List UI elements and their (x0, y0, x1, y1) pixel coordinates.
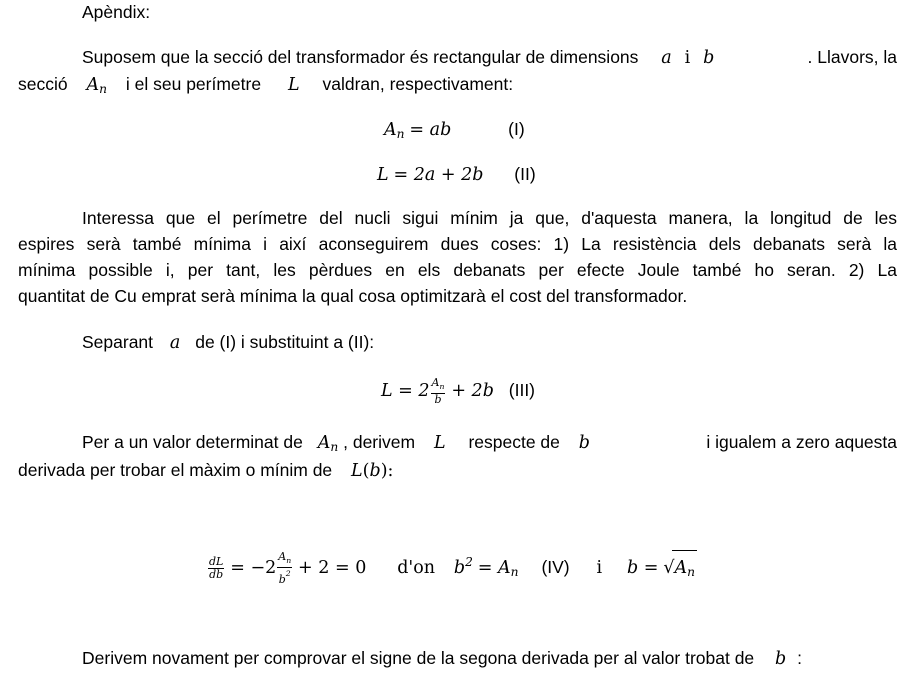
p1-text3: secció (18, 74, 68, 94)
var-Lb: L(b): (351, 461, 394, 481)
eq2-tag: (II) (514, 164, 536, 184)
conj-i: i (684, 48, 691, 68)
var-An: $A_n$ (86, 75, 108, 96)
p2-line3: mínima possible i, per tant, les pèrdues en els debanats per efecte Joule també ho seran. 2) La (18, 260, 897, 280)
appendix-heading: Apèndix: (82, 2, 151, 22)
p3-text2: de (I) i substituint a (II): (195, 332, 375, 352)
p2-line2: espires serà també mínima i així aconseguirem dues coses: 1) La resistència dels debanats serà la (18, 234, 897, 254)
eq3-fraction: $\frac{A_n}{b}$ (431, 375, 445, 406)
p1-line2 (18, 73, 513, 100)
eq3-lhs: L = 2 (381, 381, 430, 401)
p4-line1 (82, 431, 897, 458)
var-b-2: b (578, 433, 590, 453)
var-L-2: L (433, 433, 446, 453)
var-a: a (661, 48, 672, 68)
p2-line4: quantitat de Cu emprat serà mínima la qual cosa optimitzarà el cost del transformador. (18, 286, 688, 306)
eq3-tag: (III) (508, 380, 536, 400)
eq4-sqrt: $A_n$ (672, 550, 697, 589)
eq1-lhs: $A_n$ (384, 120, 405, 141)
eq1-rhs: = ab (409, 120, 452, 140)
sqrt-icon: √ (663, 558, 675, 578)
eq4-mid1: = −2 (230, 558, 277, 578)
eq4-eqA: = $A_n$ (477, 558, 519, 579)
p4-text4: i igualem a zero aquesta (706, 432, 897, 452)
eq2-lhs: L (377, 165, 389, 185)
p5-line (82, 647, 802, 670)
p4-text2: , derivem (343, 432, 416, 452)
p2-line1: Interessa que el perímetre del nucli sigui mínim ja que, d'aquesta manera, la longitud de les (82, 208, 897, 228)
var-L: L (287, 75, 300, 95)
p5-text1: Derivem novament per comprovar el signe de la segona derivada per al valor trobat de (82, 648, 755, 668)
eq1-tag: (I) (508, 119, 525, 139)
eq4-don: d'on (397, 558, 436, 578)
var-An-2: $A_n$ (317, 433, 339, 454)
p4-line2 (18, 459, 393, 482)
eq4-b2: $b^2$ (453, 555, 473, 578)
var-b: b (703, 48, 715, 68)
p3-line (82, 331, 374, 354)
var-b-3: b (775, 649, 787, 669)
eq4-fraction: $\frac{A_n}{b^2}$ (278, 549, 292, 586)
eq4-dfrac: $\frac{dL}{db}$ (209, 554, 224, 581)
eq4-i: i (596, 558, 603, 578)
p1-text1: Suposem que la secció del transformador és rectangular de dimensions (82, 47, 639, 67)
equation-1 (384, 118, 525, 145)
p3-text1: Separant (82, 332, 154, 352)
equation-4 (207, 545, 697, 589)
p1-text4: i el seu perímetre (125, 74, 262, 94)
p1-text2: . Llavors, la (807, 47, 897, 67)
p4-text1: Per a un valor determinat de (82, 432, 303, 452)
p1-text5: valdran, respectivament: (322, 74, 514, 94)
eq2-rhs: = 2a + 2b (393, 165, 484, 185)
eq4-tag: (IV) (541, 557, 570, 577)
eq4-mid2: + 2 = 0 (298, 558, 367, 578)
equation-3 (381, 375, 535, 406)
p4-text5: derivada per trobar el màxim o mínim de (18, 460, 333, 480)
p1-line1 (82, 46, 897, 69)
eq4-b: b = (627, 558, 659, 578)
equation-2 (377, 163, 536, 186)
p5-colon: : (797, 648, 802, 668)
p4-text3: respecte de (468, 432, 560, 452)
var-a-2: a (169, 333, 181, 353)
eq3-rest: + 2b (451, 381, 494, 401)
